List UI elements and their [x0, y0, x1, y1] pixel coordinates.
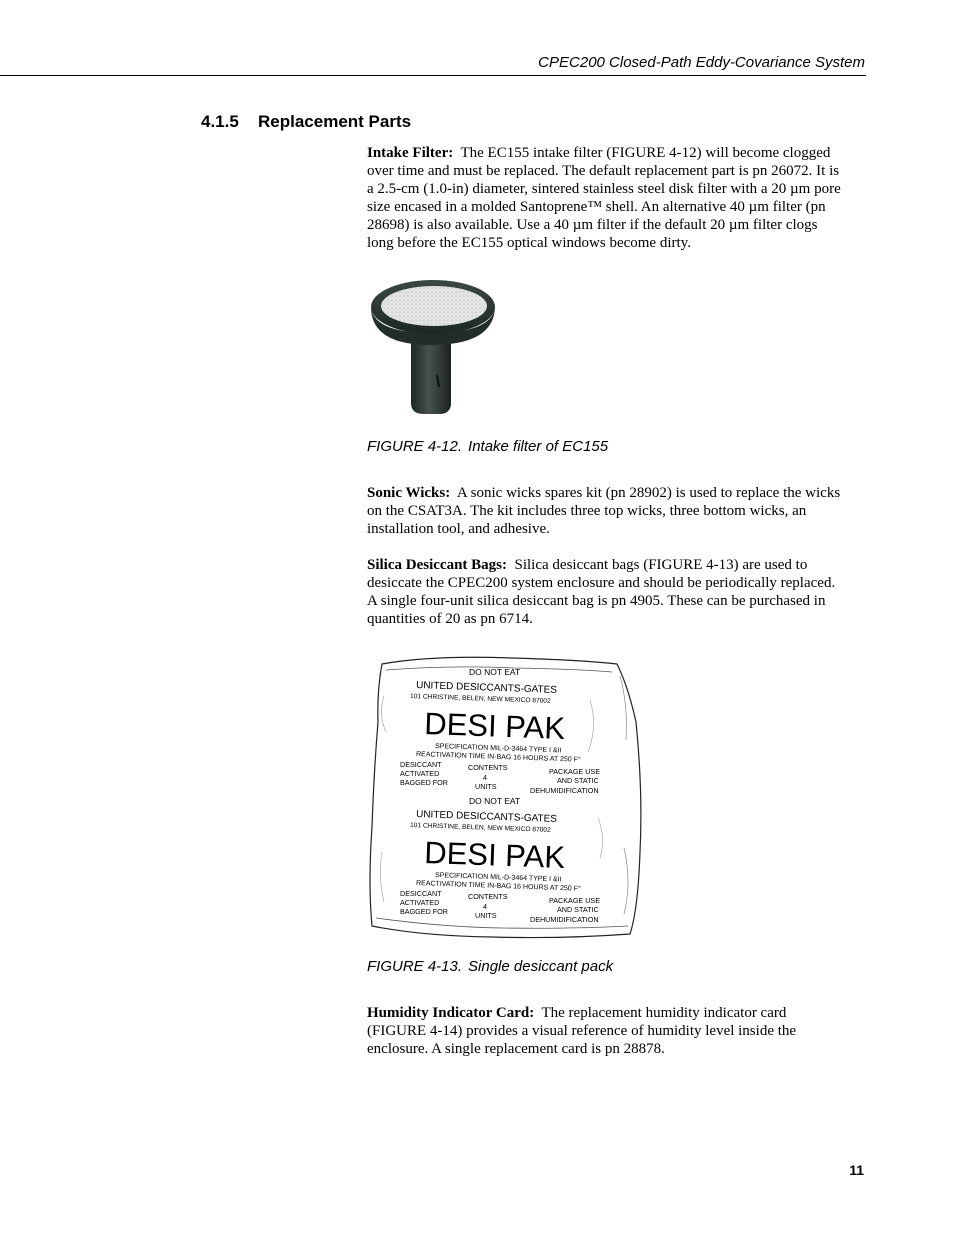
bag-address: 101 CHRISTINE, BELEN, NEW MEXICO 87002: [409, 822, 551, 834]
intake-filter-label: Intake Filter:: [367, 145, 454, 161]
silica-line-2: desiccate the CPEC200 system enclosure and should be periodically replaced.: [367, 575, 836, 591]
silica-line-1: Silica desiccant bags (FIGURE 4-13) are used to: [514, 557, 808, 573]
humidity-line-1: The replacement humidity indicator card: [541, 1005, 787, 1021]
intake-filter-image: [367, 275, 501, 417]
bag-do-not-eat: DO NOT EAT: [469, 796, 521, 806]
bag-brand: DESI PAK: [423, 706, 566, 746]
bag-units: UNITS: [475, 782, 497, 791]
bag-contents-number: 4: [483, 902, 487, 911]
humidity-card-paragraph: [367, 1004, 867, 1058]
silica-line-4: quantities of 20 as pn 6714.: [367, 611, 533, 627]
bag-brand: DESI PAK: [423, 835, 566, 875]
bag-company: UNITED DESICCANTS-GATES: [415, 680, 558, 696]
bag-company: UNITED DESICCANTS-GATES: [415, 809, 558, 825]
bag-bagged-for: BAGGED FOR: [400, 778, 448, 787]
filter-disk: [381, 286, 487, 326]
bag-activated: ACTIVATED: [400, 898, 440, 907]
intake-filter-paragraph: [367, 144, 867, 252]
figure-4-13-title: Single desiccant pack: [468, 958, 614, 975]
section-heading: [201, 112, 411, 132]
bag-contents: CONTENTS: [468, 892, 508, 901]
figure-4-12-number: FIGURE 4-12.: [367, 438, 463, 455]
bag-package-use: PACKAGE USE: [549, 896, 600, 905]
bag-contents: CONTENTS: [468, 763, 508, 772]
figure-4-12-title: Intake filter of EC155: [468, 438, 609, 455]
bag-package-use: PACKAGE USE: [549, 767, 600, 776]
figure-4-13-number: FIGURE 4-13.: [367, 958, 463, 975]
bag-reactivation: REACTIVATION TIME IN-BAG 16 HOURS AT 250 F°: [415, 751, 581, 764]
bag-units: UNITS: [475, 911, 497, 920]
bag-spec: SPECIFICATION MIL-D-3464 TYPE I &II: [434, 872, 562, 884]
header-rule: [0, 75, 866, 76]
bag-dehumidification: DEHUMIDIFICATION: [530, 786, 599, 795]
intake-line-3: a 2.5-cm (1.0-in) diameter, sintered stainless steel disk filter with a 20 µm pore: [367, 181, 841, 197]
section-title: Replacement Parts: [258, 112, 412, 131]
humidity-line-2: (FIGURE 4-14) provides a visual reference of humidity level inside the: [367, 1023, 797, 1039]
bag-dehumidification: DEHUMIDIFICATION: [530, 915, 599, 924]
wicks-line-3: installation tool, and adhesive.: [367, 521, 550, 537]
bag-activated: ACTIVATED: [400, 769, 440, 778]
sonic-wicks-label: Sonic Wicks:: [367, 485, 451, 501]
page-number: 11: [849, 1162, 864, 1178]
bag-contents-number: 4: [483, 773, 487, 782]
sonic-wicks-paragraph: [367, 484, 867, 538]
silica-desiccant-label: Silica Desiccant Bags:: [367, 557, 507, 573]
bag-spec: SPECIFICATION MIL-D-3464 TYPE I &II: [434, 743, 562, 755]
running-title: CPEC200 Closed-Path Eddy-Covariance System: [538, 54, 865, 71]
humidity-line-3: enclosure. A single replacement card is pn 28878.: [367, 1041, 665, 1057]
silica-desiccant-paragraph: [367, 556, 867, 628]
figure-4-13-caption: [367, 958, 613, 975]
intake-line-6: long before the EC155 optical windows become dirty.: [367, 235, 691, 251]
bag-do-not-eat: DO NOT EAT: [469, 667, 521, 677]
bag-and-static: AND STATIC: [557, 776, 599, 785]
figure-4-12-caption: [367, 438, 608, 455]
bag-address: 101 CHRISTINE, BELEN, NEW MEXICO 87002: [409, 693, 551, 705]
silica-line-3: A single four-unit silica desiccant bag is pn 4905. These can be purchased in: [367, 593, 826, 609]
intake-line-5: 28698) is also available. Use a 40 µm filter if the default 20 µm filter clogs: [367, 217, 818, 233]
intake-line-4: size encased in a molded Santoprene™ shell. An alternative 40 µm filter (pn: [367, 199, 826, 215]
intake-line-2: over time and must be replaced. The default replacement part is pn 26072. It is: [367, 163, 840, 179]
desiccant-pack-image: [362, 652, 646, 942]
intake-line-1: The EC155 intake filter (FIGURE 4-12) will become clogged: [460, 145, 831, 161]
wicks-line-1: A sonic wicks spares kit (pn 28902) is used to replace the wicks: [456, 485, 841, 501]
bag-reactivation: REACTIVATION TIME IN-BAG 16 HOURS AT 250 F°: [415, 880, 581, 893]
bag-bagged-for: BAGGED FOR: [400, 907, 448, 916]
section-number: 4.1.5: [201, 112, 239, 131]
wicks-line-2: on the CSAT3A. The kit includes three top wicks, three bottom wicks, an: [367, 503, 807, 519]
humidity-card-label: Humidity Indicator Card:: [367, 1005, 535, 1021]
bag-desiccant: DESICCANT: [400, 760, 442, 769]
bag-and-static: AND STATIC: [557, 905, 599, 914]
bag-desiccant: DESICCANT: [400, 889, 442, 898]
